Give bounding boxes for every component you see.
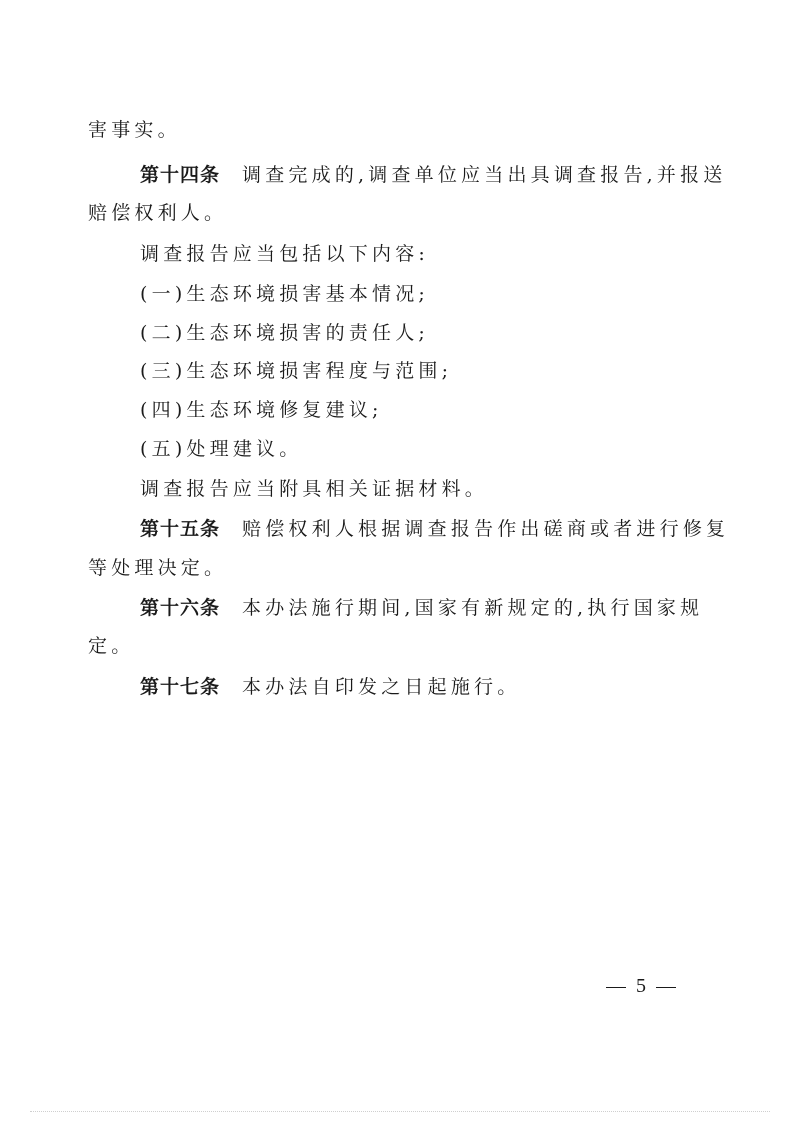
line-text: (三)生态环境损害程度与范围;: [140, 360, 453, 382]
line-text: 本办法自印发之日起施行。: [242, 676, 521, 698]
line-text: 等处理决定。: [88, 557, 228, 579]
article-number: 第十四条: [140, 164, 221, 186]
line-text: 调查报告应当包括以下内容:: [140, 243, 430, 265]
list-item: [140, 358, 688, 384]
line-text: 调查完成的,调查单位应当出具调查报告,并报送: [242, 164, 727, 186]
article-15-line: [140, 516, 730, 542]
line-text: 害事实。: [88, 119, 181, 141]
page-number: [596, 973, 686, 999]
text-line: [88, 200, 688, 226]
article-14-line: [140, 162, 727, 188]
scan-edge-line: [30, 1111, 770, 1112]
line-text: (一)生态环境损害基本情况;: [140, 283, 430, 305]
line-text: (五)处理建议。: [140, 438, 303, 460]
list-item: [140, 320, 688, 346]
line-text: 赔偿权利人根据调查报告作出磋商或者进行修复: [242, 518, 730, 540]
line-text: 赔偿权利人。: [88, 202, 228, 224]
list-item: [140, 397, 688, 423]
article-number: 第十七条: [140, 676, 221, 698]
text-line: [88, 555, 688, 581]
line-text: (四)生态环境修复建议;: [140, 399, 383, 421]
article-number: 第十六条: [140, 597, 221, 619]
list-item: [140, 281, 688, 307]
text-line: [88, 117, 688, 143]
dash-decoration: [656, 987, 676, 988]
text-line: [140, 241, 688, 267]
line-text: 本办法施行期间,国家有新规定的,执行国家规: [242, 597, 704, 619]
article-16-line: [140, 595, 704, 621]
list-item: [140, 436, 688, 462]
line-text: 调查报告应当附具相关证据材料。: [140, 478, 489, 500]
article-17-line: [140, 674, 688, 700]
text-line: [140, 476, 688, 502]
page-number-value: 5: [636, 975, 646, 997]
line-text: (二)生态环境损害的责任人;: [140, 322, 430, 344]
article-number: 第十五条: [140, 518, 221, 540]
text-line: [88, 633, 688, 659]
line-text: 定。: [88, 635, 135, 657]
dash-decoration: [606, 987, 626, 988]
